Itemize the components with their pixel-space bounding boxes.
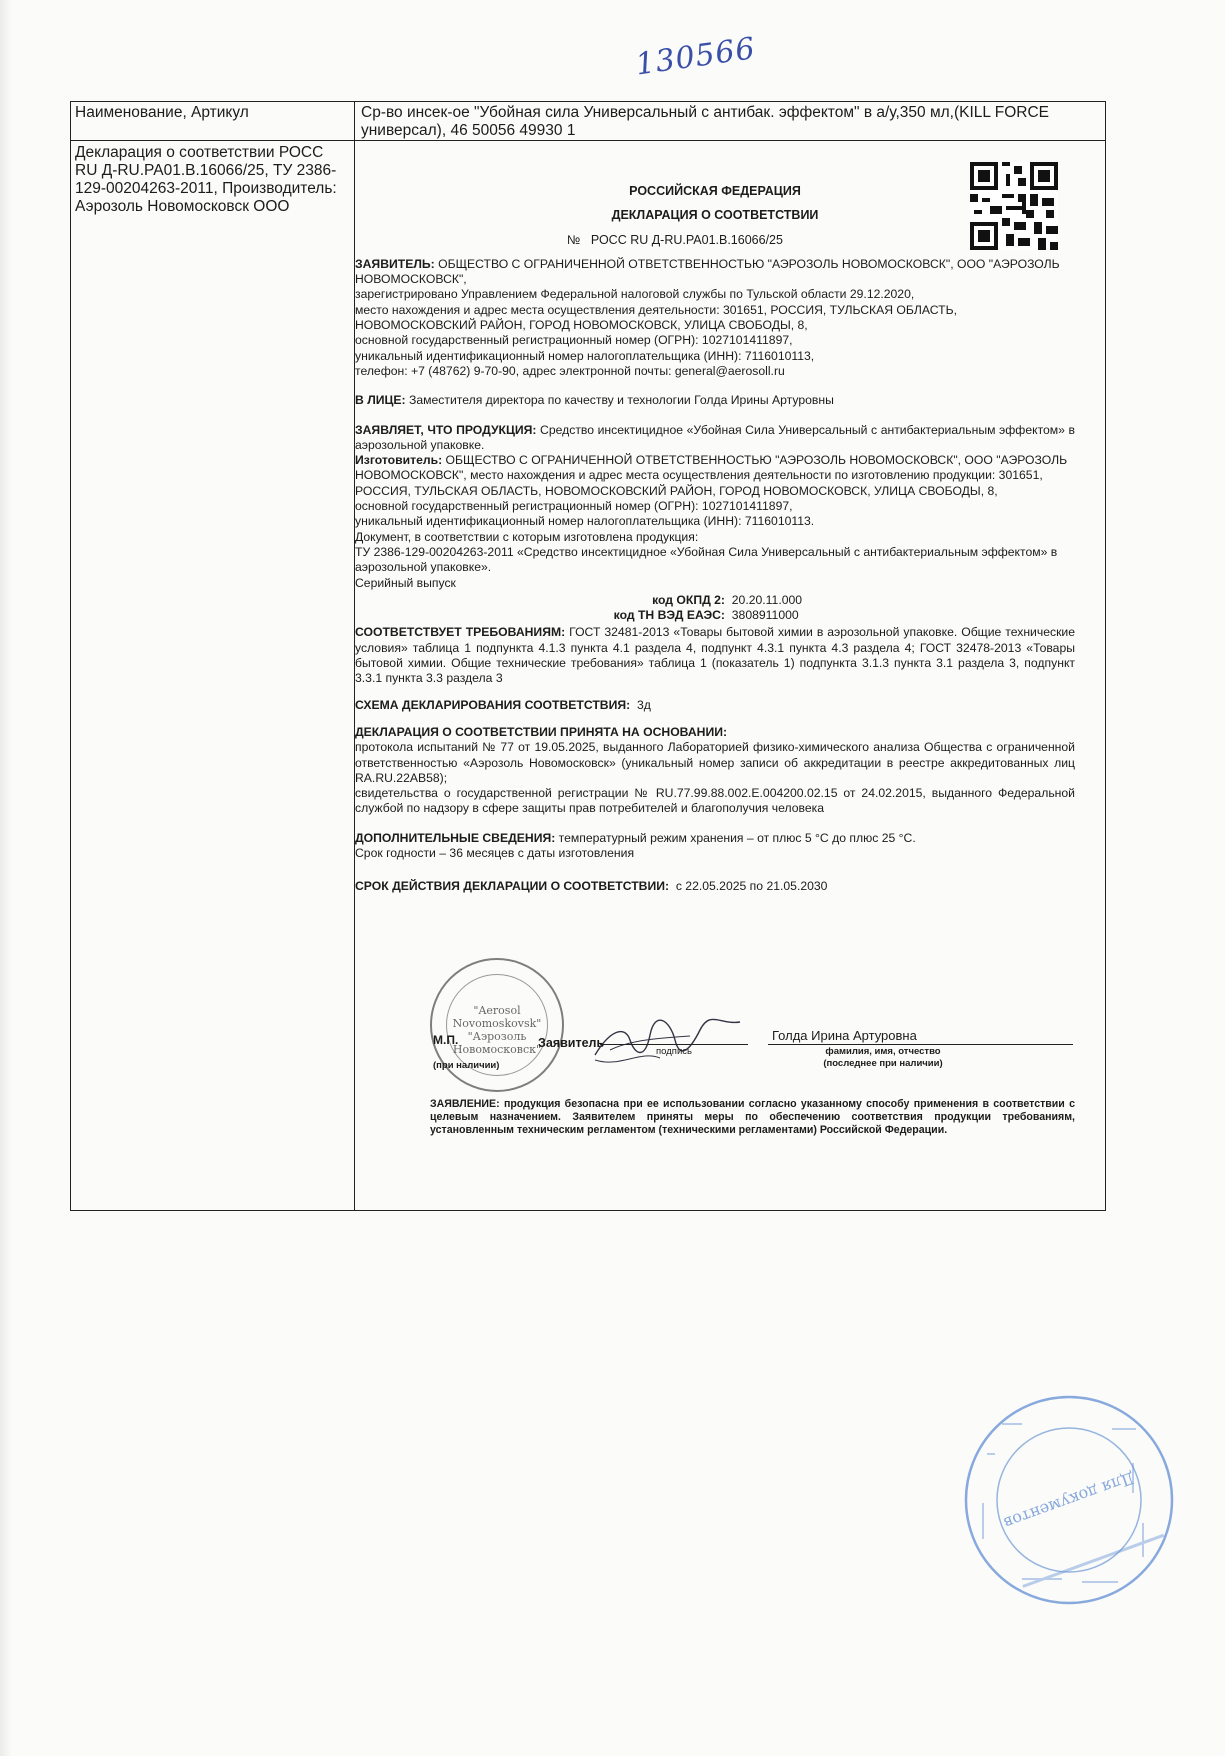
- basis-value-2: свидетельства о государственной регистрации № RU.77.99.88.002.E.004200.02.15 от 24.02.2015, выданного Федеральной службой по надзору в сфере защиты прав потребителей и благополучия человека: [355, 786, 1075, 816]
- maker-label: Изготовитель:: [355, 453, 443, 468]
- maker-value: ОБЩЕСТВО С ОГРАНИЧЕННОЙ ОТВЕТСТВЕННОСТЬЮ "АЭРОЗОЛЬ НОВОМОСКОВСК", ООО "АЭРОЗОЛЬ НОВОМОСКОВСК", место нахождения и адрес места осуществления деятельности по изготовлению продукции: 301651, РОССИЯ, ТУЛЬСКАЯ ОБЛАСТЬ, НОВОМОСКОВСКИЙ РАЙОН, ГОРОД НОВОМОСКОВСК, УЛИЦА СВОБОДЫ, 8,: [355, 453, 1068, 498]
- signature-icon: [590, 1010, 750, 1070]
- statement-block: [430, 1098, 1075, 1137]
- tnved-label: код ТН ВЭД ЕАЭС:: [613, 608, 725, 623]
- stamp-line: Novomoskovsk": [452, 1017, 542, 1030]
- basis-value: протокола испытаний № 77 от 19.05.2025, выданного Лабораторией физико-химического анализа Общества с ограниченной ответственностью «Аэрозоль Новомосковск» (уникальный номер записи об аккредитации в реестре аккредитованных лиц RA.RU.22AB58);: [355, 740, 1075, 785]
- scheme-value: 3д: [636, 697, 651, 712]
- number-prefix: №: [567, 232, 581, 247]
- statement-value: продукция безопасна при ее использовании согласно указанному способу применения в соответствии с целевым назначением. Заявителем приняты меры по обеспечению соответствия продукции требованиям, установленным техническим регламентом (техническими регламентами) Российской Федерации.: [430, 1098, 1075, 1136]
- tnved-code: [590, 608, 1075, 623]
- claims-label: ЗАЯВЛЯЕТ, ЧТО ПРОДУКЦИЯ:: [355, 422, 537, 437]
- maker-line: основной государственный регистрационный номер (ОГРН): 1027101411897,: [355, 499, 793, 514]
- company-stamp: [430, 958, 564, 1092]
- number-value: РОСС RU Д-RU.PA01.B.16066/25: [590, 232, 783, 247]
- applicant-line: уникальный идентификационный номер налогоплательщика (ИНН): 7116010113,: [355, 348, 815, 363]
- signer-name: Голда Ирина Артуровна: [772, 1028, 917, 1043]
- okpd-value: 20.20.11.000: [731, 592, 803, 607]
- row2-label: Декларация о соответствии РОСС RU Д-RU.PA01.B.16066/25, ТУ 2386-129-00204263-2011, Производитель: Аэрозоль Новомосковск ООО: [75, 144, 337, 215]
- maker-line: Документ, в соответствии с которым изготовлена продукция:: [355, 529, 699, 544]
- maker-block: [355, 453, 1075, 499]
- person-label: В ЛИЦЕ:: [355, 393, 406, 408]
- basis-label: ДЕКЛАРАЦИЯ О СООТВЕТСТВИИ ПРИНЯТА НА ОСНОВАНИИ:: [355, 724, 728, 739]
- extra-value: температурный режим хранения – от плюс 5 °С до плюс 25 °С.: [558, 830, 916, 845]
- signer-caption-2: (последнее при наличии): [823, 1058, 943, 1069]
- scheme-label: СХЕМА ДЕКЛАРИРОВАНИЯ СООТВЕТСТВИЯ:: [355, 697, 631, 712]
- tnved-value: 3808911000: [731, 608, 799, 623]
- applicant-line: основной государственный регистрационный номер (ОГРН): 1027101411897,: [355, 333, 793, 348]
- signer-line: [768, 1044, 1073, 1045]
- applicant-line: место нахождения и адрес места осуществления деятельности: 301651, РОССИЯ, ТУЛЬСКАЯ ОБЛАСТЬ, НОВОМОСКОВСКИЙ РАЙОН, ГОРОД НОВОМОСКОВСК, УЛИЦА СВОБОДЫ, 8,: [355, 302, 957, 333]
- statement-label: ЗАЯВЛЕНИЕ:: [430, 1098, 500, 1110]
- scan-edge: [0, 0, 12, 1756]
- declaration-title: ДЕКЛАРАЦИЯ О СООТВЕТСТВИИ: [611, 208, 819, 223]
- blue-stamp-text: Для документов: [1001, 1468, 1137, 1533]
- mp-label: М.П.: [433, 1033, 459, 1047]
- requirements-block: [355, 625, 1075, 686]
- okpd-code: [590, 593, 1075, 608]
- extra-value-2: Срок годности – 36 месяцев с даты изготовления: [355, 845, 635, 860]
- applicant-line: телефон: +7 (48762) 9-70-90, адрес электронной почты: general@aerosoll.ru: [355, 363, 785, 378]
- row1-value: Ср-во инсек-ое "Убойная сила Универсальный с антибак. эффектом" в а/у,350 мл,(KILL FORCE универсал), 46 50056 49930 1: [361, 104, 1049, 139]
- requirements-value: ГОСТ 32481-2013 «Товары бытовой химии в аэрозольной упаковке. Общие технические условия» таблица 1 подпункта 4.1.3 пункта 4.1 раздела 4, подпункт 4.3.1 пункта 4.3 раздела 4; ГОСТ 32478-2013 «Товары бытовой химии. Общие технические требования» таблица 1 (показатель 1) подпункта 3.1.3 пункта 3.1 раздела 3, подпункт 3.3.1 пункта 3.3 раздела 3: [355, 625, 1075, 686]
- blue-round-stamp-icon: [962, 1393, 1176, 1607]
- row1-label: Наименование, Артикул: [75, 104, 249, 121]
- stamp-line: Новомосковск": [452, 1043, 542, 1056]
- mp-note: (при наличии): [433, 1060, 500, 1071]
- maker-line: Серийный выпуск: [355, 575, 456, 590]
- maker-line: уникальный идентификационный номер налогоплательщика (ИНН): 7116010113.: [355, 514, 815, 529]
- applicant-block: [355, 257, 1075, 288]
- applicant-name: ОБЩЕСТВО С ОГРАНИЧЕННОЙ ОТВЕТСТВЕННОСТЬЮ "АЭРОЗОЛЬ НОВОМОСКОВСК", ООО "АЭРОЗОЛЬ НОВОМОСКОВСК",: [355, 256, 1060, 287]
- signature-line: [600, 1044, 748, 1045]
- scheme-block: [355, 698, 1075, 713]
- signer-caption: фамилия, имя, отчество: [825, 1046, 941, 1057]
- handwritten-number: 130566: [633, 31, 758, 83]
- extra-block: [355, 831, 1075, 846]
- validity-label: СРОК ДЕЙСТВИЯ ДЕКЛАРАЦИИ О СООТВЕТСТВИИ:: [355, 879, 670, 894]
- person-block: [355, 393, 1075, 408]
- validity-value: с 22.05.2025 по 21.05.2030: [675, 879, 828, 894]
- declaration-number: [355, 233, 1075, 248]
- maker-line: ТУ 2386-129-00204263-2011 «Средство инсектицидное «Убойная Сила Универсальный с антибактериальным эффектом» в аэрозольной упаковке».: [355, 544, 1058, 575]
- applicant-sign-label: Заявитель: [538, 1036, 605, 1050]
- applicant-label: ЗАЯВИТЕЛЬ:: [355, 256, 435, 271]
- applicant-line: зарегистрировано Управлением Федеральной налоговой службы по Тульской области 29.12.2020,: [355, 287, 915, 302]
- person-value: Заместителя директора по качеству и технологии Голда Ирины Артуровны: [408, 393, 834, 408]
- validity-block: [355, 879, 1075, 894]
- claims-block: [355, 423, 1075, 454]
- stamp-line: "Aerosol: [473, 1004, 521, 1017]
- extra-label: ДОПОЛНИТЕЛЬНЫЕ СВЕДЕНИЯ:: [355, 830, 556, 845]
- signature-caption: подпись: [656, 1046, 692, 1057]
- stamp-line: "Аэрозоль: [467, 1030, 527, 1043]
- requirements-label: СООТВЕТСТВУЕТ ТРЕБОВАНИЯМ:: [355, 625, 566, 640]
- okpd-label: код ОКПД 2:: [652, 592, 725, 607]
- declaration-country: РОССИЙСКАЯ ФЕДЕРАЦИЯ: [629, 184, 801, 198]
- declaration-body: [355, 130, 1075, 895]
- claims-value: Средство инсектицидное «Убойная Сила Универсальный с антибактериальным эффектом» в аэрозольной упаковке.: [355, 422, 1075, 452]
